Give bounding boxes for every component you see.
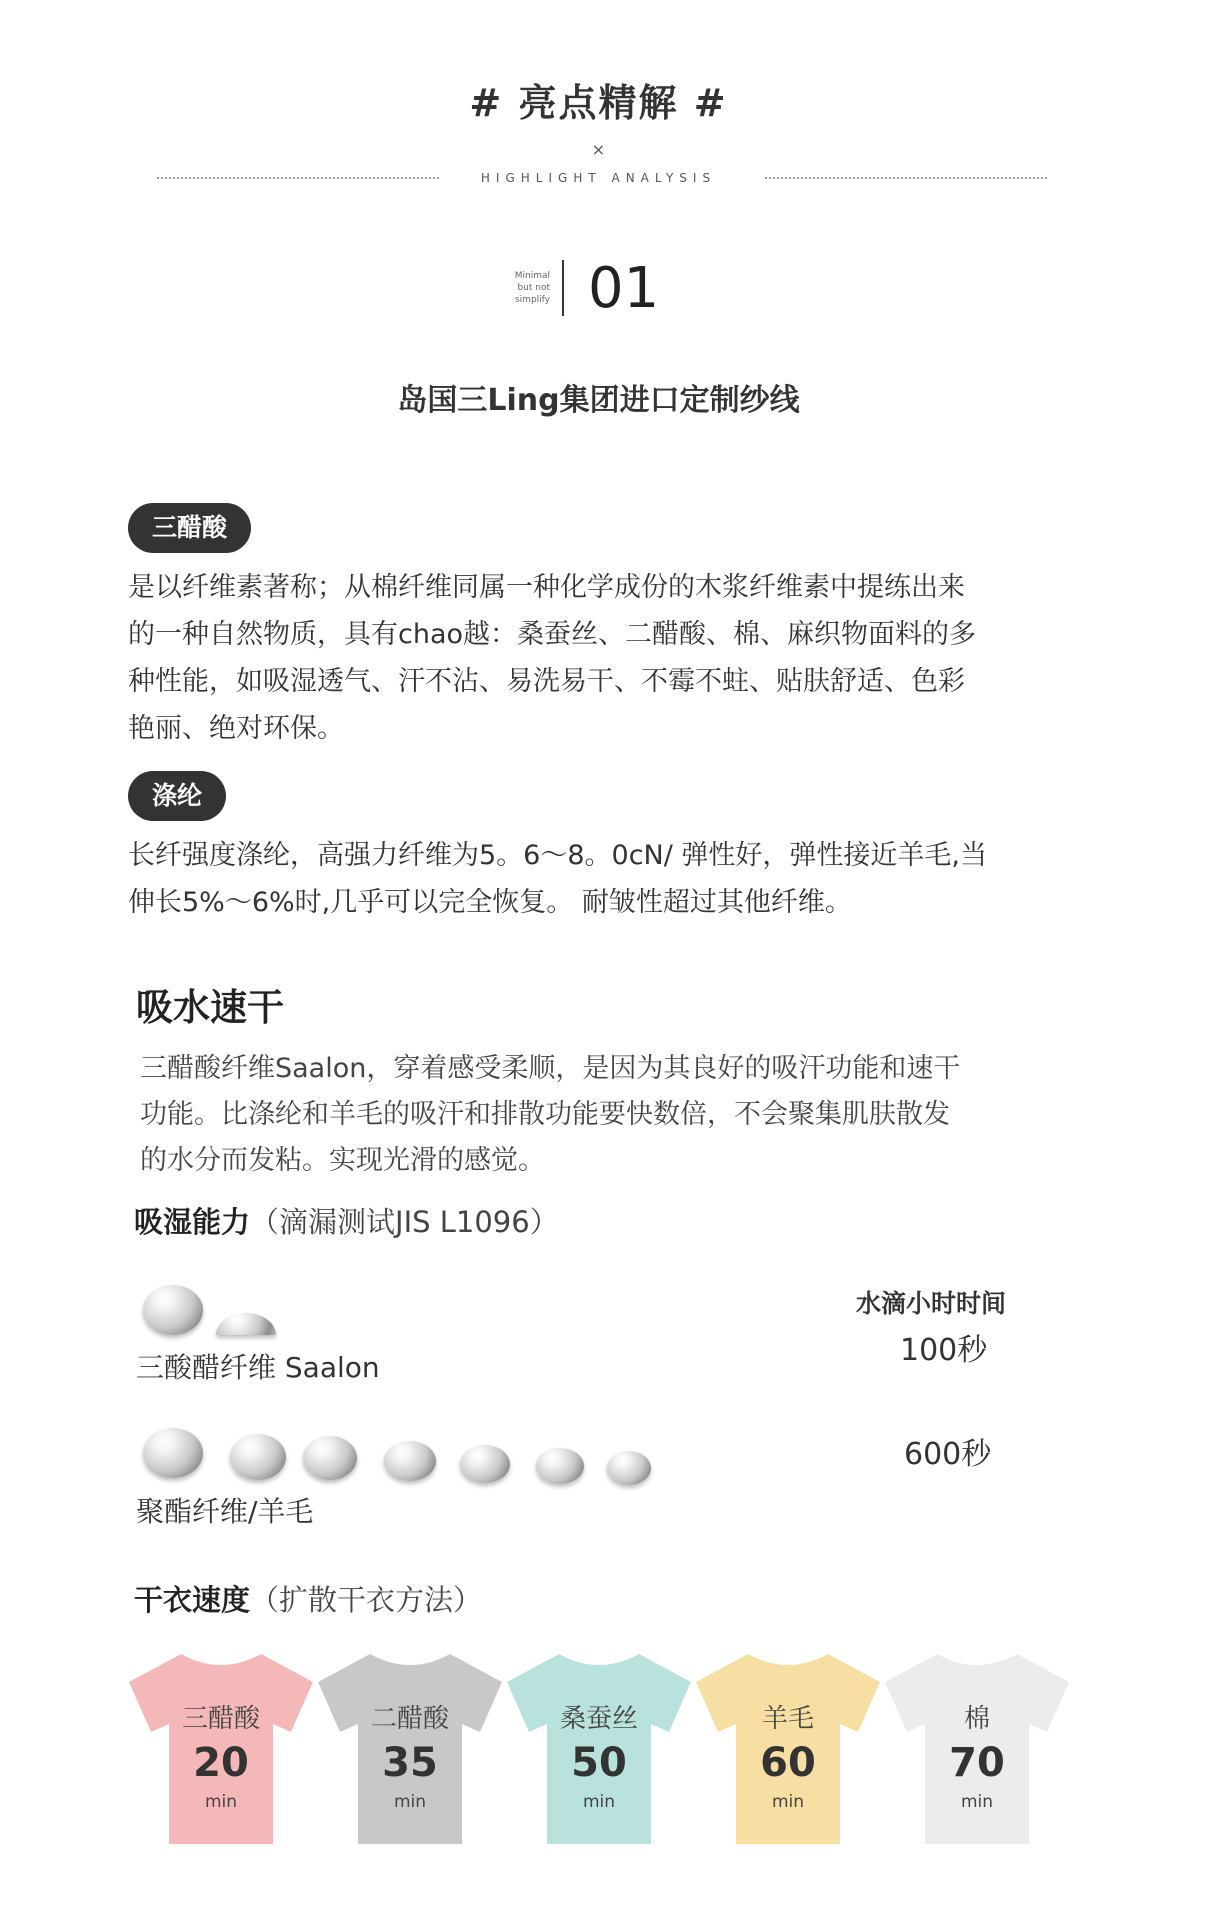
mini-line-3: simplify: [514, 295, 550, 305]
fiber-description-polyester: [128, 832, 1088, 926]
absorption-row-label-polyester: 聚酯纤维/羊毛: [136, 1495, 314, 1528]
drying-item-value: 60: [760, 1740, 816, 1786]
fiber-tag-triacetate: 三醋酸: [128, 503, 251, 553]
absorption-row-time-polyester: 600秒: [904, 1437, 992, 1472]
para-line: 艳丽、绝对环保。: [128, 713, 344, 744]
absorption-title: 吸湿能力: [134, 1205, 251, 1239]
drying-item-value: 50: [571, 1740, 627, 1786]
mini-line-2: but not: [517, 283, 550, 293]
header-title: # 亮点精解 #: [469, 81, 728, 125]
drying-item-name: 棉: [963, 1704, 990, 1734]
drying-item-unit: min: [204, 1792, 238, 1812]
quickdry-title: 吸水速干: [136, 986, 284, 1029]
water-drop-icon: [536, 1448, 584, 1484]
para-line: 长纤强度涤纶，高强力纤维为5。6～8。0cN/ 弹性好，弹性接近羊毛,当: [128, 840, 988, 871]
header-x-mark: ×: [591, 140, 606, 159]
para-line: 的水分而发粘。实现光滑的感觉。: [140, 1145, 545, 1176]
section-mini-text: [500, 270, 550, 306]
drying-item-name: 二醋酸: [370, 1704, 449, 1734]
quickdry-description: [140, 1046, 1080, 1184]
drying-heading: [134, 1578, 482, 1619]
drying-item-value: 20: [193, 1740, 249, 1786]
mini-line-1: Minimal: [514, 271, 550, 281]
header-divider-right: [765, 177, 1047, 179]
drying-item-value: 70: [949, 1740, 1005, 1786]
absorption-row-time-saalon: 100秒: [900, 1333, 988, 1368]
fiber-tag-polyester: 涤纶: [128, 771, 226, 821]
para-line: 三醋酸纤维Saalon，穿着感受柔顺，是因为其良好的吸汗功能和速干: [140, 1053, 961, 1084]
water-drop-icon: [607, 1451, 651, 1485]
drying-item-unit: min: [771, 1792, 805, 1812]
para-line: 的一种自然物质，具有chao越：桑蚕丝、二醋酸、棉、麻织物面料的多: [128, 619, 977, 650]
drying-note: （扩散干衣方法）: [250, 1583, 483, 1617]
water-drop-icon: [303, 1436, 357, 1480]
drying-item-unit: min: [582, 1792, 616, 1812]
absorption-heading: [134, 1200, 559, 1241]
drying-title: 干衣速度: [134, 1583, 251, 1617]
para-line: 功能。比涤纶和羊毛的吸汗和排散功能要快数倍，不会聚集肌肤散发: [140, 1099, 950, 1130]
fiber-description-triacetate: [128, 564, 1088, 752]
drying-item-value: 35: [382, 1740, 438, 1786]
section-divider-bar: [562, 260, 564, 316]
header-subtitle: HIGHLIGHT ANALYSIS: [480, 171, 717, 185]
absorption-row-label-saalon: 三酸醋纤维 Saalon: [136, 1351, 380, 1384]
drying-item-name: 羊毛: [761, 1704, 814, 1734]
section-title: 岛国三Ling集团进口定制纱线: [397, 383, 800, 418]
para-line: 伸长5%～6%时,几乎可以完全恢复。 耐皱性超过其他纤维。: [128, 887, 852, 918]
section-number: 01: [588, 256, 660, 321]
drying-item-name: 三醋酸: [181, 1704, 260, 1734]
water-drop-icon: [460, 1445, 510, 1483]
drying-item-diacetate: [318, 1650, 502, 1844]
absorption-note: （滴漏测试JIS L1096）: [250, 1205, 559, 1239]
drying-item-cotton: [885, 1650, 1069, 1844]
drying-item-silk: [507, 1650, 691, 1844]
para-line: 种性能，如吸湿透气、汗不沾、易洗易干、不霉不蛀、贴肤舒适、色彩: [128, 666, 965, 697]
drying-item-wool: [696, 1650, 880, 1844]
drying-item-triacetate: [129, 1650, 313, 1844]
drying-item-unit: min: [960, 1792, 994, 1812]
water-drop-icon: [384, 1441, 436, 1481]
water-drop-flat-icon: [216, 1313, 276, 1335]
drying-item-name: 桑蚕丝: [559, 1704, 638, 1734]
drying-item-unit: min: [393, 1792, 427, 1812]
absorption-time-header: 水滴小时时间: [856, 1289, 1007, 1318]
water-drop-icon: [230, 1434, 286, 1480]
water-drop-icon: [143, 1285, 203, 1335]
para-line: 是以纤维素著称；从棉纤维同属一种化学成份的木浆纤维素中提练出来: [128, 572, 965, 603]
water-drop-icon: [143, 1428, 203, 1478]
